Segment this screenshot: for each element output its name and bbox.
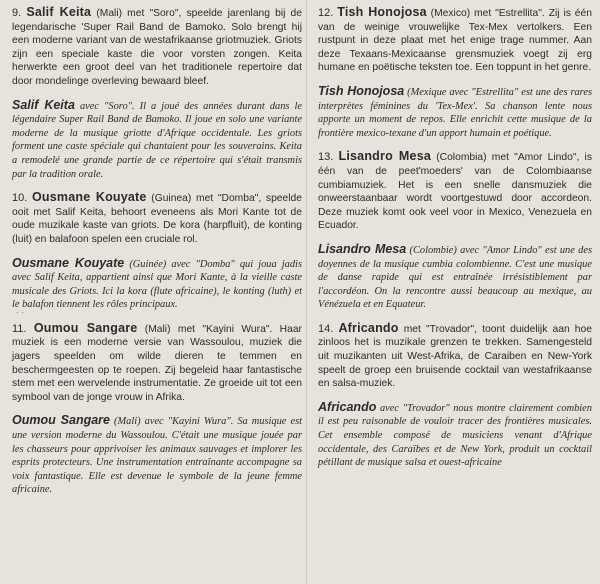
track-11-fr [12, 414, 302, 497]
description: (Mexique avec "Estrellita" est une des rares interprètes féminines du 'Tex-Mex'. Sa chanson lente nous apporte un moment de repos. Elle enrichit cette musique de la frontière mexico-texane d'un apport humain et poétique. [318, 86, 592, 139]
artist-name: Salif Keita [26, 5, 92, 19]
track-13-fr-text [318, 243, 592, 312]
track-12-nl [318, 6, 592, 75]
description: (Mali) met "Soro", speelde jarenlang bij de legendarische 'Super Rail Band de Bamoko. Solo brengt hij een moderne variant van de westafrikaanse griotmuziek. Griots zijn een speciale kaste die voor vorsten zongen. Keita herwerkte een groot deel van het traditionele repertoire dat door mondelinge overleving bewaard bleef. [12, 8, 302, 87]
artist-name: Lisandro Mesa [318, 241, 407, 256]
description: (Mexico) met "Estrellita". Zij is één van de weinige vrouwelijke Tex-Mex vertolkers. Een rustpunt in deze plaat met het enige trage nummer. Aan deze Texaans-Mexicaanse grensmuziek voegt zij erg humane en poëtische teksten toe. Een toppunt in het genre. [318, 8, 592, 74]
track-number: 13. [318, 151, 334, 164]
artist-name: Ousmane Kouyate [12, 255, 125, 270]
description: avec "Soro". Il a joué des années durant dans le légendaire Super Rail Band de Bamoko. Il joue en solo une variante moderne de la musique griotte d'Afrique occidentale. Les griots forment une caste spéciale qui chantaient pour les souverains. Keita a remodelé une grande partie de ce répertoire qui s'était transmis par la tradition orale. [12, 100, 303, 180]
track-10-fr-text [12, 257, 302, 312]
description: avec "Trovador" nous montre clairement combien il est peu raisonable de vouloir tracer des frontières musicales. Cet ensemble composé de musiciens venant d'Afrique occidentale, des Caraïbes et de New York, produit un cocktail pétillant de musique salsa et ouest-africaine [318, 402, 592, 469]
track-10-nl-text [12, 191, 302, 246]
artist-name: Ousmane Kouyate [31, 190, 147, 205]
track-10-nl [12, 191, 302, 246]
artist-name: Africando [338, 320, 399, 335]
track-number: 12. [318, 7, 334, 19]
artist-name: Oumou Sangare [33, 320, 138, 335]
track-14-nl [318, 322, 592, 391]
track-9-fr [12, 99, 302, 182]
track-11-fr-text [12, 414, 302, 497]
right-column [318, 6, 592, 480]
print-marks: ˙ ˙ [16, 310, 25, 321]
artist-name: Tish Honojosa [337, 5, 427, 19]
track-number: 10. [12, 192, 28, 205]
track-12-fr [318, 85, 592, 140]
artist-name: Lisandro Mesa [338, 149, 431, 164]
track-9-nl-text [12, 6, 302, 89]
column-divider [306, 0, 307, 584]
artist-name: Tish Honojosa [318, 83, 405, 98]
track-14-nl-text [318, 322, 592, 391]
track-number: 14. [318, 322, 334, 335]
track-13-fr [318, 243, 592, 312]
description: (Guinea) met "Domba", speelde ooit met Salif Keita, behoort eveneens als Mori Kante tot de oude muzikale kaste van griots. De kora (harpfluit), de konting (luit) en balafoon spelen een cruciale rol. [12, 193, 302, 245]
left-column [12, 6, 302, 507]
track-11-nl-text [12, 322, 302, 405]
track-12-nl-text [318, 6, 592, 75]
artist-name: Salif Keita [12, 97, 75, 112]
description: (Mali) avec "Kayini Wura". Sa musique est une version moderne du Wassoulou. C'était une musique jouée par les chasseurs pour apprivoiser les animaux sauvages et implorer les esprits protecteurs. Une instrumentation entraînante accompagne sa voix fantastique. Elle est devenue le symbole de la jeune femme africaine. [12, 416, 303, 496]
track-11-nl [12, 322, 302, 405]
description: (Colombia) met "Amor Lindo", is één van de peet'moeders' van de Colombiaanse cumbiamuziek. Het is een snelle dansmuziek die onweerstaanbaar wordt voortgestuwd door accordeon. Deze muziek komt ook veel voor in Mexico, Venezuela en Ecuador. [318, 152, 592, 232]
track-10-fr [12, 257, 302, 312]
track-number: 9. [12, 7, 22, 19]
description: met "Trovador", toont duidelijk aan hoe zinloos het is muzikale grenzen te trekken. Samengesteld uit muzikanten uit West-Afrika, de Caraiben en New-York speelt de groep een bruisende cocktail van westafrikaanse en salsa-muziek. [318, 323, 592, 390]
description: (Mali) met "Kayini Wura". Haar muziek is een moderne versie van Wassoulou, muziek die jagers speelden om wilde dieren te temmen en beschermgeesten op te roepen. Zij begeleid haar fantastische stem met een wervelende instrumentatie. Ze groeide uit tot een symbool van de jonge vrouw in Afrika. [12, 323, 302, 403]
track-14-fr-text [318, 401, 592, 470]
artist-name: Africando [318, 399, 377, 414]
description: (Colombie) avec "Amor Lindo" est une des doyennes de la musique cumbia colombienne. C'est une musique de danse rapide qui est entraînée irrésistiblement par l'accordéon. On la rencontre aussi beaucoup au mexique, au Vénézuela et en Equateur. [318, 244, 592, 311]
track-12-fr-text [318, 85, 592, 140]
track-14-fr [318, 401, 592, 470]
track-13-nl-text [318, 150, 592, 233]
description: (Guinée) avec "Domba" qui joua jadis avec Salif Keita, appartient ainsi que Mori Kante, à la vieille caste musicale des Griots. Ici la kora (flute africaine), le konting (luth) et le balafon tiennent les rôles principaux. [12, 258, 302, 311]
track-number: 11. [12, 322, 27, 335]
track-13-nl [318, 150, 592, 233]
track-9-fr-text [12, 99, 302, 182]
artist-name: Oumou Sangare [12, 413, 110, 428]
track-9-nl [12, 6, 302, 89]
